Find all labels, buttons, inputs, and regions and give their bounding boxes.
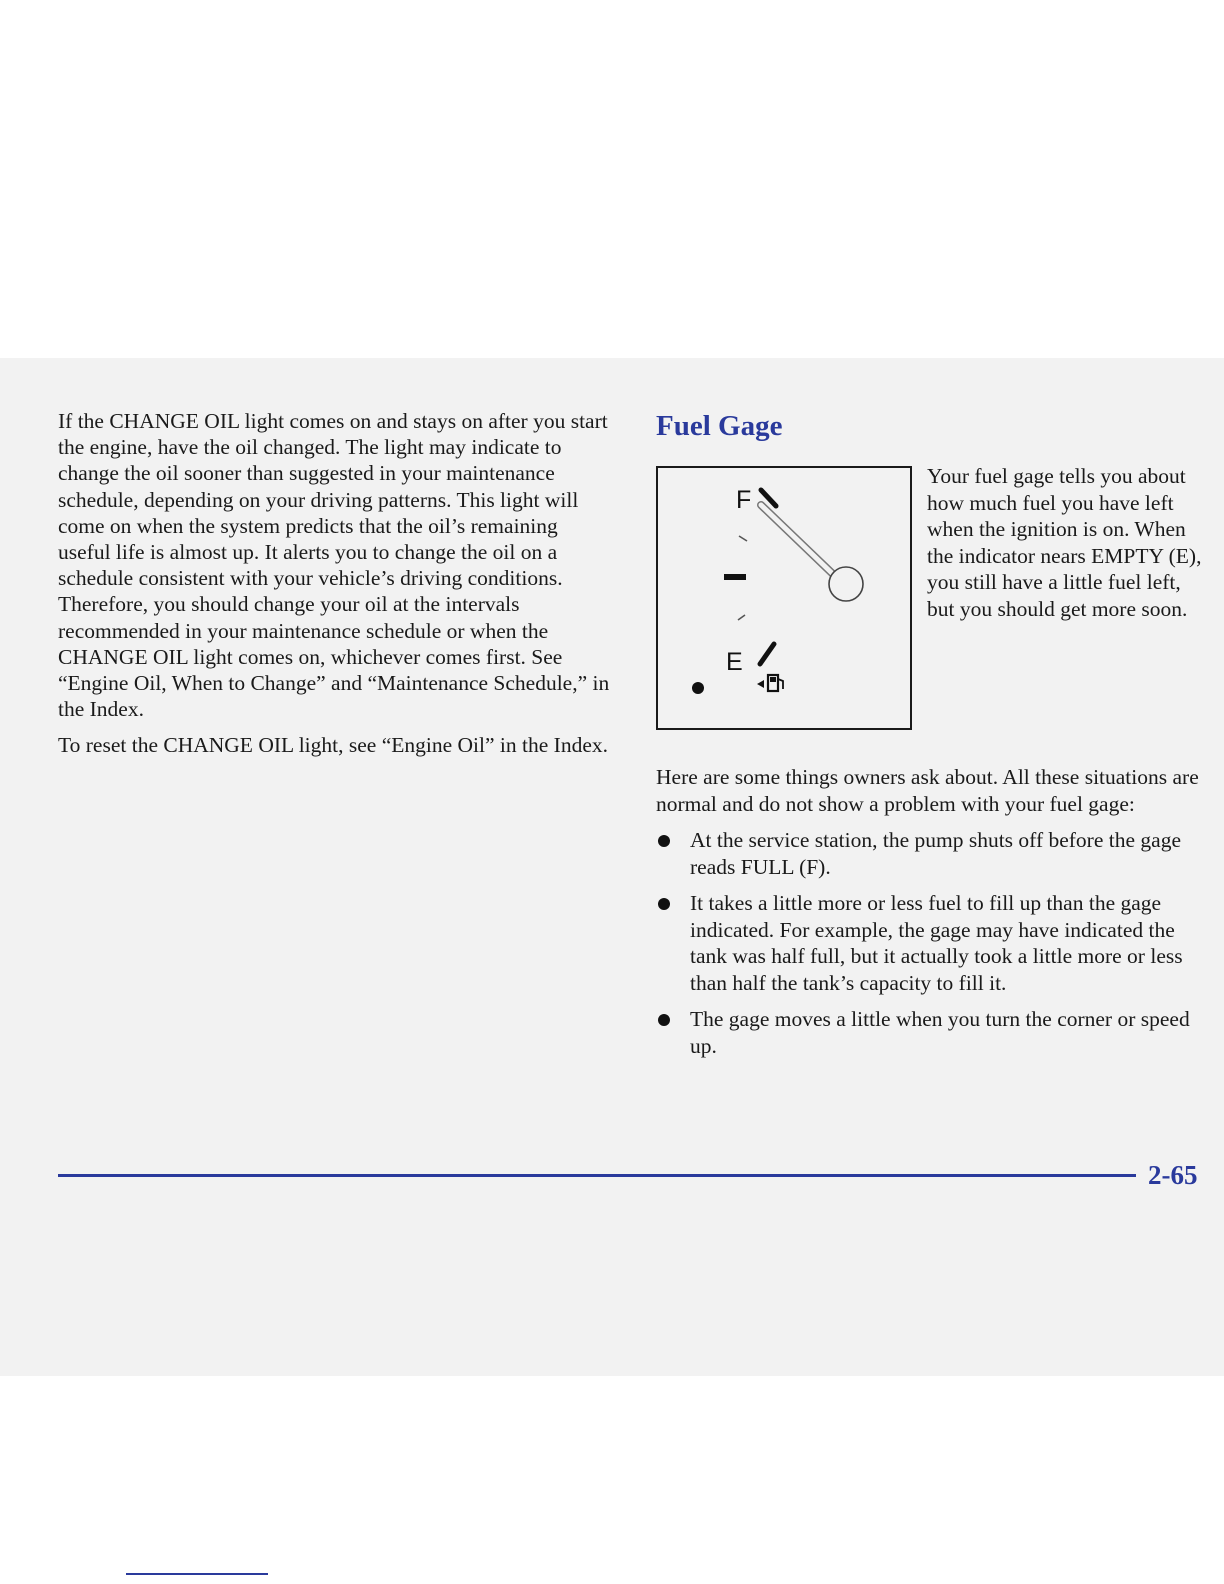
right-column-body [656, 764, 1206, 1069]
list-item [656, 827, 1206, 880]
change-oil-paragraph: If the CHANGE OIL light comes on and stays on after you start the engine, have the oil changed. The light may indicate to change the oil sooner than suggested in your maintenance schedule, depending on your driving patterns. This light will come on when the system predicts that the oil’s remaining useful life is almost up. It alerts you to change the oil on a schedule consistent with your vehicle’s driving conditions. Therefore, you should change your oil at the intervals recommended in your maintenance schedule or when the CHANGE OIL light comes on, whichever comes first. See “Engine Oil, When to Change” and “Maintenance Schedule,” in the Index. [58, 409, 610, 722]
three-quarter-tick [739, 536, 747, 541]
bullet-list [656, 827, 1206, 1059]
empty-label: E [726, 648, 743, 676]
half-tick [724, 574, 746, 580]
list-item-text: The gage moves a little when you turn the corner or speed up. [690, 1007, 1190, 1058]
list-item [656, 890, 1206, 996]
indicator-dot [692, 682, 704, 694]
page-number: 2-65 [1148, 1160, 1198, 1190]
footer-rule [58, 1174, 1136, 1177]
list-item-text: At the service station, the pump shuts off before the gage reads FULL (F). [690, 828, 1181, 879]
left-column [58, 408, 613, 769]
bullet-icon [658, 835, 670, 847]
list-item [656, 1006, 1206, 1059]
bottom-divider [126, 1573, 268, 1575]
intro-paragraph: Here are some things owners ask about. All these situations are normal and do not show a problem with your fuel gage: [656, 765, 1199, 816]
gauge-description: Your fuel gage tells you about how much fuel you have left when the ignition is on. When the indicator nears EMPTY (E), you still have a little fuel left, but you should get more soon. [927, 464, 1202, 621]
section-title: Fuel Gage [656, 410, 783, 442]
gauge-needle-icon [761, 505, 863, 601]
list-item-text: It takes a little more or less fuel to fill up than the gage indicated. For example, the gage may have indicated the tank was half full, but it actually took a little more or less than half the tank’s capacity to fill it. [690, 891, 1183, 995]
quarter-tick [738, 615, 745, 620]
fuel-gage-illustration [656, 466, 912, 730]
bullet-icon [658, 1014, 670, 1026]
bullet-icon [658, 898, 670, 910]
full-label: F [736, 486, 752, 514]
fuel-pump-icon [757, 675, 783, 691]
empty-tick [760, 644, 774, 664]
reset-oil-paragraph: To reset the CHANGE OIL light, see “Engine Oil” in the Index. [58, 733, 608, 758]
fuel-gage-svg [658, 468, 910, 728]
